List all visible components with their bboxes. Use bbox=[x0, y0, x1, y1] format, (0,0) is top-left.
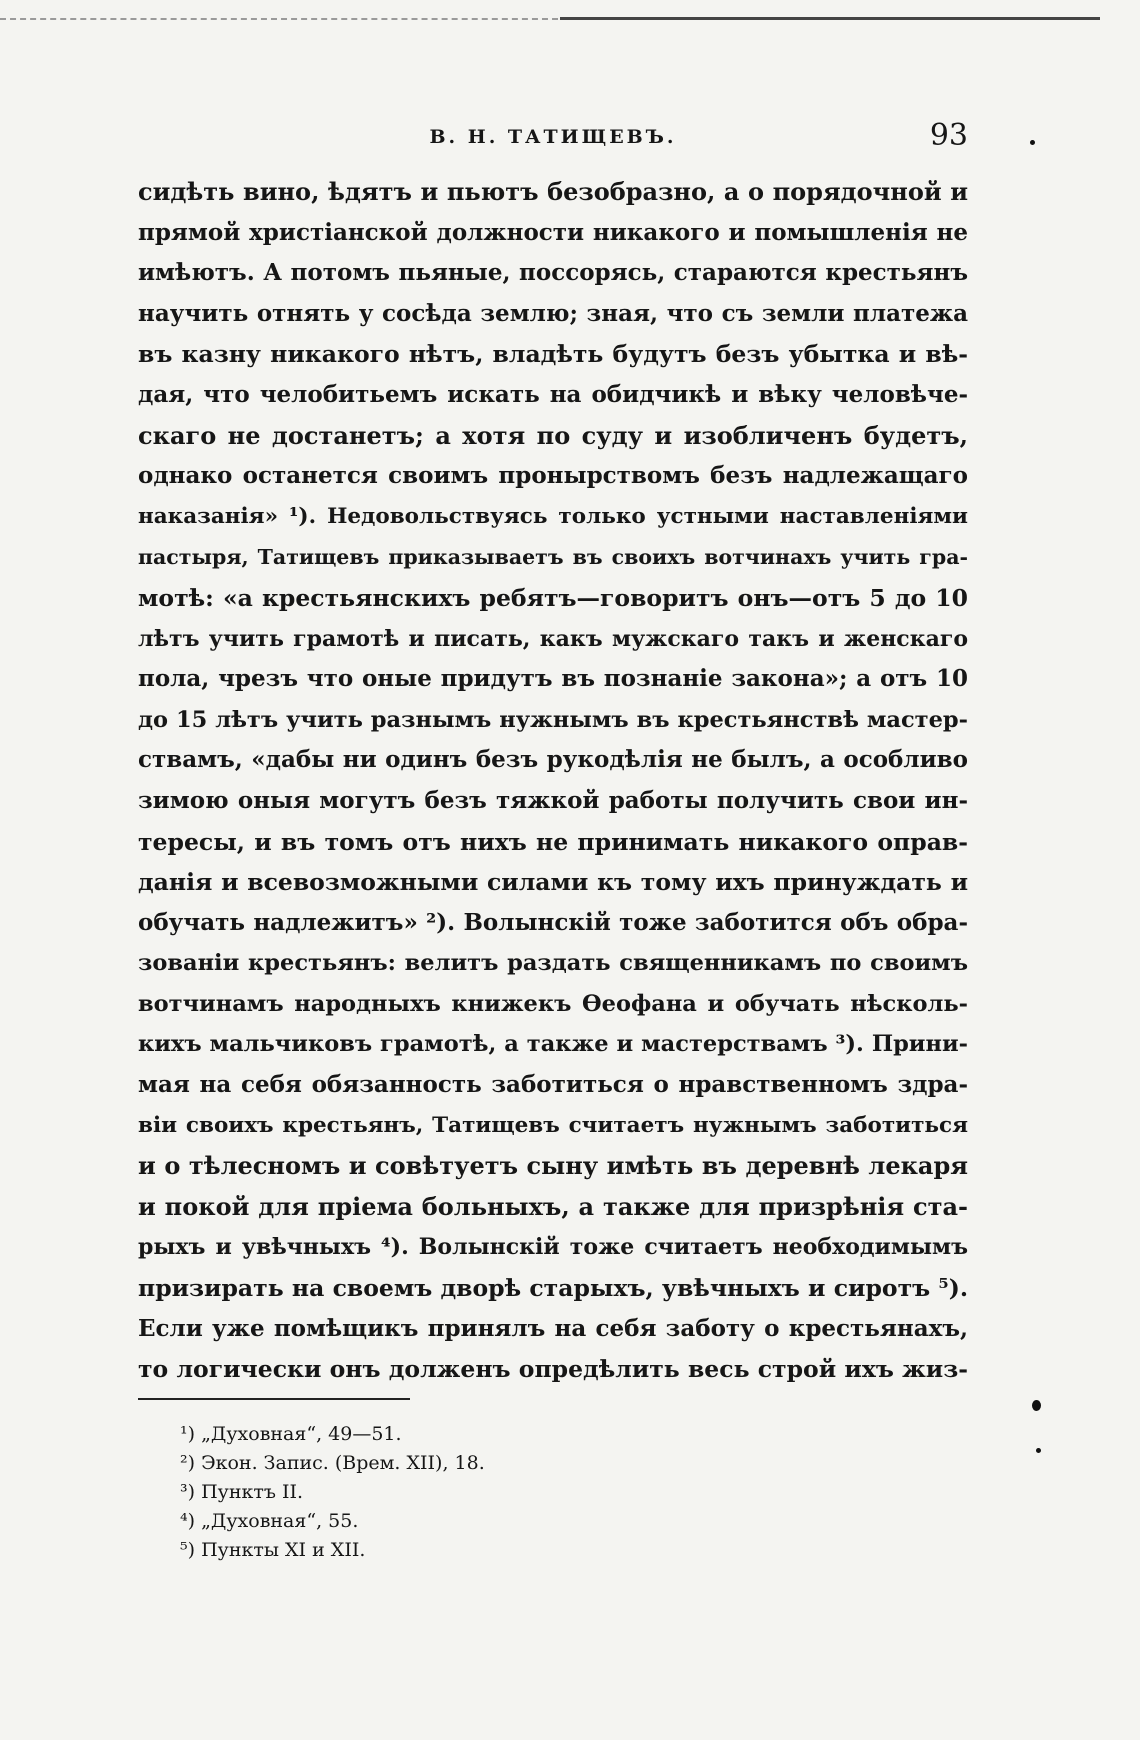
ink-speck bbox=[1032, 1400, 1041, 1411]
text-line: пола, чрезъ что оные придутъ въ познаніе закона»; а отъ 10 bbox=[138, 665, 968, 693]
ink-speck bbox=[1036, 1448, 1041, 1453]
text-line: дая, что челобитьемъ искать на обидчикѣ и вѣку человѣче- bbox=[138, 380, 968, 408]
text-line: віи своихъ крестьянъ, Татищевъ считаетъ нужнымъ заботиться bbox=[138, 1112, 968, 1138]
text-line: пастыря, Татищевъ приказываетъ въ своихъ вотчинахъ учить гра- bbox=[138, 545, 968, 570]
text-line: призирать на своемъ дворѣ старыхъ, увѣчныхъ и сиротъ ⁵). bbox=[138, 1274, 968, 1303]
text-line: мотѣ: «а крестьянскихъ ребятъ—говоритъ онъ—отъ 5 до 10 bbox=[138, 583, 968, 612]
text-line: вотчинамъ народныхъ книжекъ Ѳеофана и обучать нѣсколь- bbox=[138, 990, 968, 1017]
text-line: скаго не достанетъ; а хотя по суду и изобличенъ будетъ, bbox=[138, 420, 968, 450]
footnote: ⁴) „Духовная“, 55. bbox=[180, 1510, 359, 1532]
ink-speck bbox=[1030, 140, 1035, 145]
text-line: наказанія» ¹). Недовольствуясь только устными наставленіями bbox=[138, 503, 968, 529]
footnote: ³) Пунктъ II. bbox=[180, 1481, 304, 1503]
text-line: Если уже помѣщикъ принялъ на себя заботу о крестьянахъ, bbox=[138, 1314, 968, 1342]
text-line: данія и всевозможными силами къ тому ихъ принуждать и bbox=[138, 868, 968, 897]
text-line: и покой для пріема больныхъ, а также для призрѣнія ста- bbox=[138, 1191, 968, 1221]
text-line: лѣтъ учить грамотѣ и писать, какъ мужскаго такъ и женскаго bbox=[138, 625, 968, 652]
text-line: и о тѣлесномъ и совѣтуетъ сыну имѣть въ деревнѣ лекаря bbox=[138, 1151, 968, 1181]
text-line: тересы, и въ томъ отъ нихъ не принимать никакого оправ- bbox=[138, 827, 968, 856]
text-line: зованіи крестьянъ: велитъ раздать священникамъ по своимъ bbox=[138, 950, 968, 977]
text-line: до 15 лѣтъ учить разнымъ нужнымъ въ крестьянствѣ мастер- bbox=[138, 706, 968, 733]
text-line: въ казну никакого нѣтъ, владѣть будутъ безъ убытка и вѣ- bbox=[138, 340, 968, 369]
footnote: ⁵) Пункты XI и XII. bbox=[180, 1539, 366, 1561]
footnote-divider bbox=[138, 1398, 410, 1400]
running-title: В. Н. ТАТИЩЕВЪ. bbox=[429, 126, 677, 148]
top-rule-solid bbox=[560, 17, 1100, 20]
text-line: зимою оныя могутъ безъ тяжкой работы получить свои ин- bbox=[138, 786, 968, 814]
text-line: обучать надлежитъ» ²). Волынскій тоже заботится объ обра- bbox=[138, 908, 968, 936]
footnote: ¹) „Духовная“, 49—51. bbox=[180, 1423, 402, 1445]
text-line: то логически онъ долженъ опредѣлить весь строй ихъ жиз- bbox=[138, 1355, 968, 1384]
text-line: однако останется своимъ пронырствомъ безъ надлежащаго bbox=[138, 462, 968, 490]
text-line: ствамъ, «дабы ни одинъ безъ рукодѣлія не былъ, а особливо bbox=[138, 746, 968, 774]
text-line: научить отнять у сосѣда землю; зная, что съ земли платежа bbox=[138, 299, 968, 327]
body-text bbox=[138, 172, 968, 1390]
text-line: кихъ мальчиковъ грамотѣ, а также и мастерствамъ ³). Прини- bbox=[138, 1031, 968, 1058]
page-number: 93 bbox=[929, 118, 968, 153]
text-line: рыхъ и увѣчныхъ ⁴). Волынскій тоже считаетъ необходимымъ bbox=[138, 1234, 968, 1261]
text-line: сидѣть вино, ѣдятъ и пьютъ безобразно, а о порядочной и bbox=[138, 177, 968, 206]
footnote: ²) Экон. Запис. (Врем. XII), 18. bbox=[180, 1452, 485, 1474]
running-head bbox=[138, 118, 968, 158]
text-line: мая на себя обязанность заботиться о нравственномъ здра- bbox=[138, 1071, 968, 1099]
text-line: прямой христіанской должности никакого и помышленія не bbox=[138, 218, 968, 246]
footnotes bbox=[180, 1420, 940, 1565]
text-line: имѣютъ. А потомъ пьяные, поссорясь, стараются крестьянъ bbox=[138, 259, 968, 287]
